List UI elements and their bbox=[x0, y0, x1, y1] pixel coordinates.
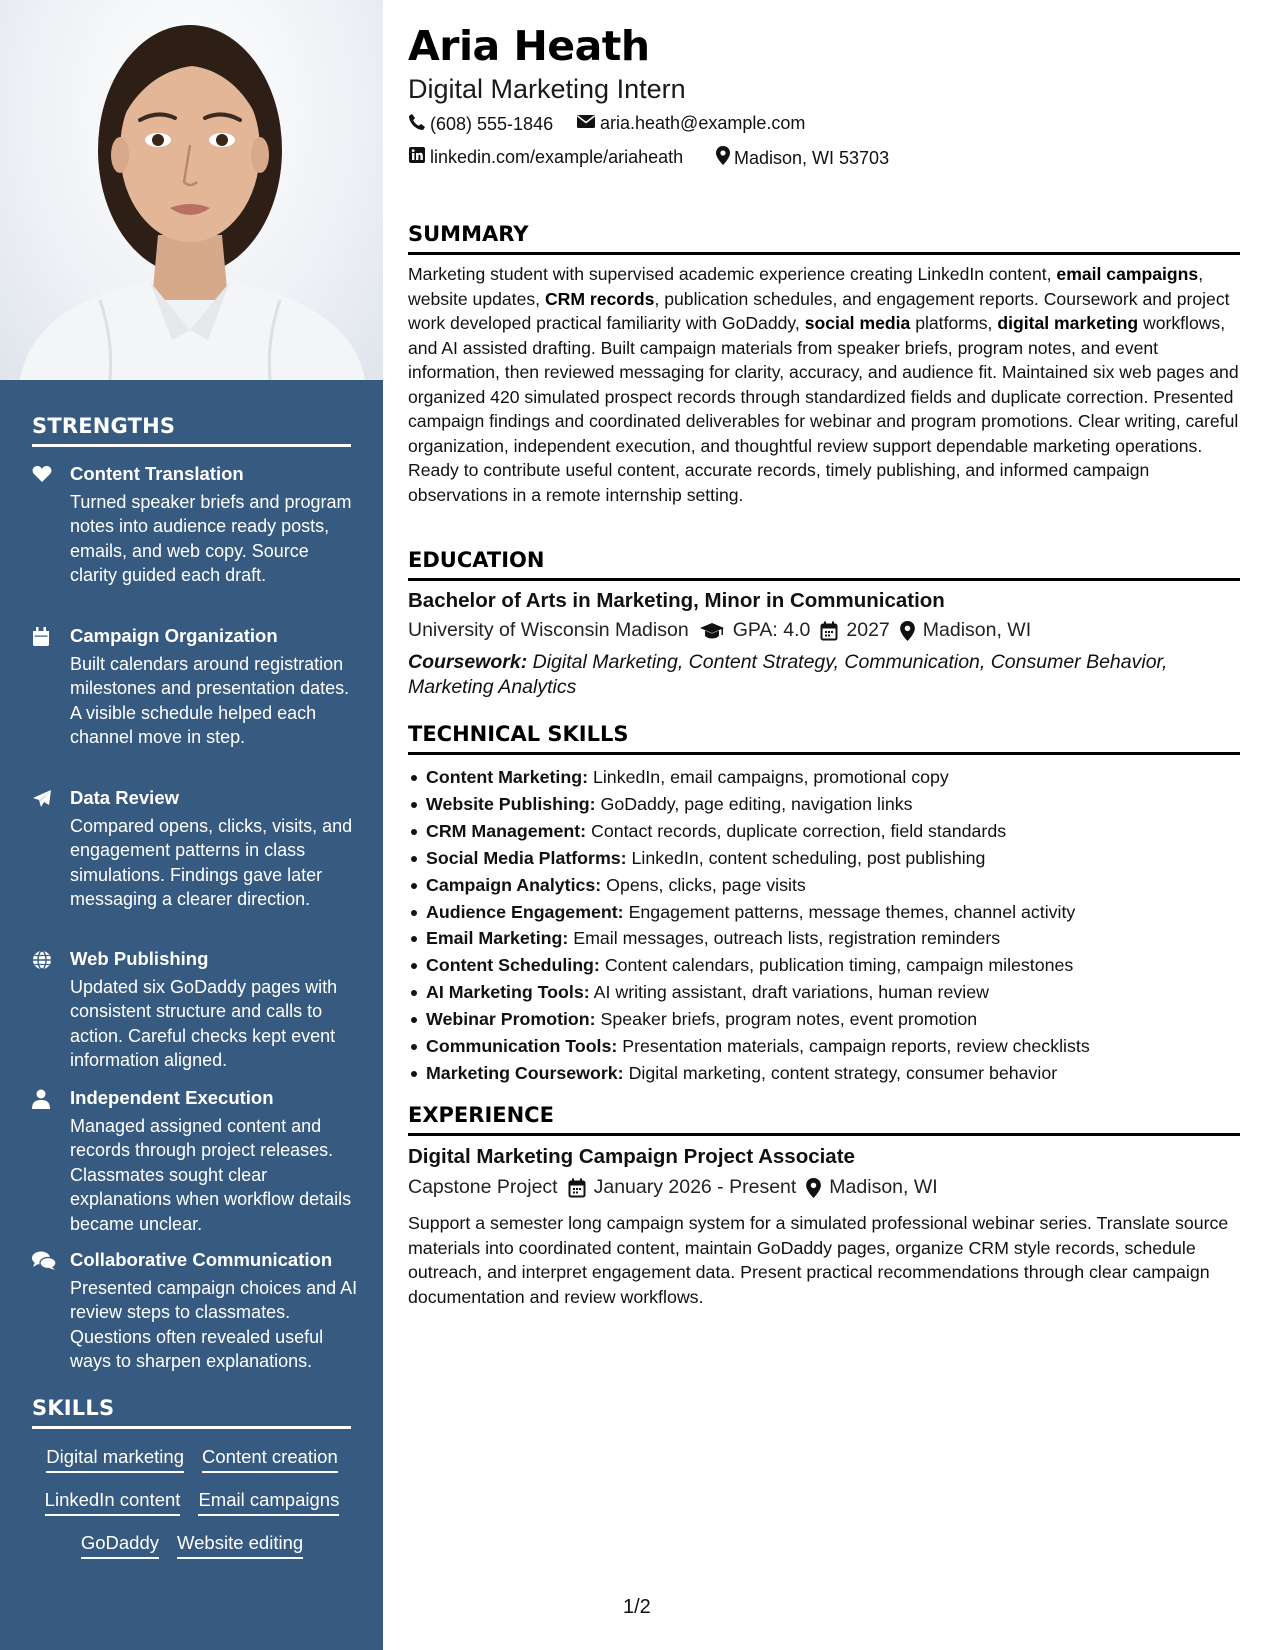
skill-tag: Website editing bbox=[177, 1532, 303, 1559]
page-number: 1/2 bbox=[623, 1596, 651, 1618]
envelope-icon bbox=[576, 113, 600, 134]
phone-icon bbox=[408, 113, 430, 136]
technical-skill-value: AI writing assistant, draft variations, human review bbox=[593, 982, 989, 1003]
strength-description: Compared opens, clicks, visits, and engagement patterns in class simulations. Findings gave later messaging a clearer direction. bbox=[70, 816, 353, 910]
strength-description: Presented campaign choices and AI review steps to classmates. Questions often revealed useful ways to sharpen explanations. bbox=[70, 1278, 358, 1372]
technical-skill-label: CRM Management: bbox=[426, 820, 587, 841]
summary-segment: , website updates, bbox=[408, 264, 1204, 309]
strength-description: Turned speaker briefs and program notes into audience ready posts, emails, and web copy. Source clarity guided each draft. bbox=[70, 492, 352, 586]
contact-linkedin[interactable] bbox=[408, 146, 683, 169]
technical-skill-value: Contact records, duplicate correction, field standards bbox=[591, 820, 1007, 841]
coursework bbox=[408, 650, 1208, 699]
experience-location: Madison, WI bbox=[829, 1176, 938, 1198]
linkedin-icon bbox=[408, 146, 430, 169]
experience-description: Support a semester long campaign system for a simulated professional webinar series. Translate source materials into coordinated content, maintain GoDaddy pages, organize CRM style records, schedule outreach, and interpret engagement data. Present practical recommendations through clear campaign documentation and review workflows. bbox=[408, 1213, 1229, 1307]
strength-description: Built calendars around registration milestones and presentation dates. A visible schedule helped each channel move in step. bbox=[70, 654, 350, 748]
summary-segment: workflows, and AI assisted drafting. Built campaign materials from speaker briefs, program notes, and event information, then reviewed messaging for clarity, accuracy, and audience fit. Maintained six web pages and organized 420 simulated prospect records through standardized fields and duplicate correction. Presented campaign findings and coordinated deliverables for webinar and program promotions. Clear writing, careful organization, independent execution, and thoughtful review support dependable marketing operations. Ready to contribute useful content, accurate records, timely publishing, and informed campaign observations in a remote internship setting. bbox=[408, 313, 1239, 505]
summary-text bbox=[408, 262, 1240, 507]
candidate-name: Aria Heath bbox=[408, 22, 650, 70]
technical-skill-label: Audience Engagement: bbox=[426, 901, 624, 922]
summary-keyword: social media bbox=[804, 313, 911, 333]
summary-segment: Marketing student with supervised academic experience creating LinkedIn content, bbox=[408, 264, 1057, 284]
graduation-cap-icon bbox=[699, 622, 725, 640]
contact-email[interactable] bbox=[576, 113, 805, 134]
technical-skill-label: Campaign Analytics: bbox=[426, 874, 602, 895]
skill-tag: Digital marketing bbox=[46, 1446, 184, 1473]
technical-skill-value: Email messages, outreach lists, registration reminders bbox=[573, 928, 1001, 949]
technical-skill-label: Website Publishing: bbox=[426, 793, 596, 814]
technical-skill-value: Content calendars, publication timing, campaign milestones bbox=[604, 955, 1074, 976]
summary-segment: platforms, bbox=[910, 313, 998, 333]
strength-title: Web Publishing bbox=[70, 948, 209, 969]
sidebar bbox=[0, 0, 383, 1650]
contact-location bbox=[716, 146, 889, 170]
job-title: Digital Marketing Intern bbox=[408, 74, 686, 104]
technical-skill-label: Communication Tools: bbox=[426, 1036, 618, 1057]
technical-skill-item bbox=[426, 791, 1226, 818]
experience-meta bbox=[408, 1176, 938, 1199]
skill-tag: Email campaigns bbox=[198, 1489, 339, 1516]
technical-skill-item bbox=[426, 845, 1226, 872]
map-pin-icon bbox=[716, 146, 734, 170]
technical-skill-value: Engagement patterns, message themes, channel activity bbox=[628, 901, 1076, 922]
technical-skill-item bbox=[426, 1060, 1226, 1087]
education-heading: EDUCATION bbox=[408, 548, 1240, 581]
coursework-list: Digital Marketing, Content Strategy, Communication, Consumer Behavior, Marketing Analytics bbox=[408, 651, 1168, 698]
technical-skill-item bbox=[426, 1033, 1226, 1060]
strength-title: Data Review bbox=[70, 787, 179, 808]
summary-keyword: CRM records bbox=[544, 288, 655, 309]
technical-skill-label: Content Marketing: bbox=[426, 767, 589, 787]
strength-title: Campaign Organization bbox=[70, 625, 278, 646]
strength-description: Managed assigned content and records through project releases. Classmates sought clear explanations when workflow details became unclear. bbox=[70, 1116, 352, 1234]
technical-skill-item bbox=[426, 979, 1226, 1006]
technical-skill-label: Webinar Promotion: bbox=[426, 1009, 596, 1030]
paper-plane-icon bbox=[32, 789, 56, 809]
skills-list bbox=[22, 1446, 362, 1559]
location-text: Madison, WI 53703 bbox=[734, 147, 890, 168]
portrait-illustration bbox=[0, 0, 383, 380]
skill-tag: GoDaddy bbox=[81, 1532, 159, 1559]
globe-icon bbox=[32, 950, 56, 970]
strength-title: Content Translation bbox=[70, 463, 244, 484]
calendar-icon bbox=[32, 627, 56, 647]
heart-icon bbox=[32, 465, 56, 485]
comments-icon bbox=[32, 1251, 56, 1271]
linkedin-text: linkedin.com/example/ariaheath bbox=[430, 147, 684, 167]
coursework-label: Coursework: bbox=[408, 651, 528, 673]
technical-skill-item bbox=[426, 925, 1226, 952]
organization-name: Capstone Project bbox=[408, 1176, 558, 1198]
technical-skill-value: Presentation materials, campaign reports, review checklists bbox=[622, 1036, 1090, 1057]
summary-segment: , publication schedules, and engagement reports. Coursework and project work developed practical familiarity with GoDaddy, bbox=[408, 288, 1230, 333]
summary-heading: SUMMARY bbox=[408, 222, 1240, 255]
technical-skill-item bbox=[426, 1006, 1226, 1033]
job-role: Digital Marketing Campaign Project Associate bbox=[408, 1145, 855, 1168]
map-pin-icon bbox=[900, 621, 915, 641]
employment-dates: January 2026 - Present bbox=[593, 1176, 797, 1198]
strengths-heading: STRENGTHS bbox=[32, 414, 351, 447]
skill-tag: LinkedIn content bbox=[45, 1489, 181, 1516]
calendar-icon bbox=[568, 1178, 586, 1198]
graduation-year: 2027 bbox=[846, 619, 890, 641]
summary-keyword: digital marketing bbox=[997, 313, 1139, 333]
calendar-icon bbox=[820, 621, 838, 641]
gpa-text: GPA: 4.0 bbox=[732, 619, 811, 641]
email-text: aria.heath@example.com bbox=[600, 113, 806, 133]
skills-heading: SKILLS bbox=[32, 1396, 351, 1429]
technical-skill-item bbox=[426, 764, 1226, 791]
education-meta bbox=[408, 619, 1031, 642]
technical-skill-item bbox=[426, 872, 1226, 899]
experience-heading: EXPERIENCE bbox=[408, 1103, 1240, 1136]
phone-text: (608) 555-1846 bbox=[430, 114, 554, 134]
technical-skill-value: Opens, clicks, page visits bbox=[606, 874, 806, 895]
profile-photo bbox=[0, 0, 383, 380]
technical-skill-label: Marketing Coursework: bbox=[426, 1062, 624, 1083]
user-icon bbox=[32, 1089, 56, 1109]
technical-skill-value: LinkedIn, email campaigns, promotional copy bbox=[592, 767, 949, 787]
technical-skills-list bbox=[426, 764, 1226, 1087]
technical-skill-value: Speaker briefs, program notes, event promotion bbox=[600, 1009, 978, 1030]
summary-keyword: email campaigns bbox=[1056, 264, 1199, 284]
education-location: Madison, WI bbox=[922, 619, 1032, 641]
technical-skill-value: GoDaddy, page editing, navigation links bbox=[600, 793, 913, 814]
contact-phone[interactable] bbox=[408, 113, 553, 136]
map-pin-icon bbox=[806, 1178, 821, 1198]
strength-title: Collaborative Communication bbox=[70, 1249, 333, 1270]
technical-skill-item bbox=[426, 818, 1226, 845]
school-name: University of Wisconsin Madison bbox=[408, 619, 689, 641]
strength-description: Updated six GoDaddy pages with consistent structure and calls to action. Careful checks kept event information aligned. bbox=[70, 977, 338, 1071]
technical-skill-value: LinkedIn, content scheduling, post publishing bbox=[631, 847, 986, 868]
technical-skill-label: AI Marketing Tools: bbox=[426, 982, 590, 1003]
technical-skill-item bbox=[426, 899, 1226, 926]
skill-tag: Content creation bbox=[202, 1446, 338, 1473]
technical-skill-item bbox=[426, 952, 1226, 979]
technical-skill-label: Email Marketing: bbox=[426, 928, 569, 949]
technical-skill-value: Digital marketing, content strategy, consumer behavior bbox=[628, 1062, 1058, 1083]
technical-skills-heading: TECHNICAL SKILLS bbox=[408, 722, 1240, 755]
strength-title: Independent Execution bbox=[70, 1087, 274, 1108]
technical-skill-label: Content Scheduling: bbox=[426, 955, 600, 976]
technical-skill-label: Social Media Platforms: bbox=[426, 847, 627, 868]
degree-title: Bachelor of Arts in Marketing, Minor in Communication bbox=[408, 589, 945, 612]
